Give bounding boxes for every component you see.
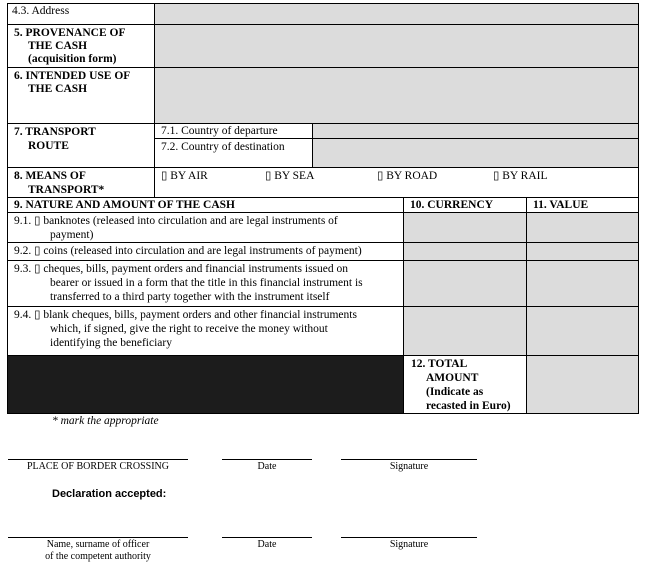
by-road-checkbox[interactable]: ▯ BY ROAD [377,170,438,182]
transport-route-label-line2: ROUTE [28,140,69,152]
footnote: * mark the appropriate [52,415,159,427]
total-label-line1: 12. TOTAL [411,358,468,370]
item-9-2-line1: 9.2. ▯ coins (released into circulation and are legal instruments of payment) [14,245,362,257]
intended-use-label-line1: 6. INTENDED USE OF [14,70,131,82]
officer-caption-line1: Name, surname of officer [46,539,150,550]
address-label-cell [7,3,155,25]
by-air-label: BY AIR [170,170,208,182]
officer-caption-line2: of the competent authority [45,551,151,562]
total-amount-label-cell [403,355,527,414]
nature-header-cell [7,197,404,213]
border-crossing-caption: PLACE OF BORDER CROSSING [27,461,169,472]
transport-route-label-cell [7,123,155,168]
item-9-3-line2: bearer or issued in a form that the title in this financial instrument is [50,277,363,289]
by-air-checkbox[interactable]: ▯ BY AIR [161,170,208,182]
by-sea-checkbox[interactable]: ▯ BY SEA [265,170,315,182]
nature-header: 9. NATURE AND AMOUNT OF THE CASH [14,199,235,211]
address-field[interactable] [154,3,639,25]
by-road-label: BY ROAD [386,170,438,182]
item-9-3-cell[interactable] [7,260,404,307]
item-9-3-line1: 9.3. ▯ cheques, bills, payment orders and financial instruments issued on [14,263,349,275]
total-label-line4: recasted in Euro) [426,400,511,412]
item-9-2-cell[interactable] [7,242,404,261]
date-line-2 [222,537,312,538]
item-9-1-currency-field[interactable] [403,212,527,243]
signature-line-1 [341,459,477,460]
date-line-1 [222,459,312,460]
address-label: 4.3. Address [12,5,70,17]
item-9-3-value-field[interactable] [526,260,639,307]
currency-header-cell [403,197,527,213]
item-9-4-cell[interactable] [7,306,404,356]
total-amount-field[interactable] [526,355,639,414]
destination-label: 7.2. Country of destination [161,141,285,153]
value-header-cell [526,197,639,213]
provenance-label-line1: 5. PROVENANCE OF [14,27,126,39]
item-9-1-line2: payment) [50,229,94,241]
declaration-accepted-heading: Declaration accepted: [52,488,167,500]
by-rail-label: BY RAIL [502,170,548,182]
destination-field[interactable] [312,138,639,168]
intended-use-field[interactable] [154,67,639,124]
means-of-transport-label-cell [7,167,155,198]
item-9-3-currency-field[interactable] [403,260,527,307]
means-label-line1: 8. MEANS OF [14,170,86,182]
provenance-label-line3: (acquisition form) [28,53,117,65]
provenance-label-cell [7,24,155,68]
item-9-2-value-field[interactable] [526,242,639,261]
currency-header: 10. CURRENCY [410,199,494,211]
blacked-out-block [7,355,404,414]
departure-field[interactable] [312,123,639,139]
total-label-line2: AMOUNT [426,372,479,384]
means-label-line2: TRANSPORT* [28,184,105,196]
item-9-4-line3: identifying the beneficiary [50,337,172,349]
date-caption-2: Date [257,539,277,550]
item-9-4-line2: which, if signed, give the right to receive the money without [50,323,328,335]
date-caption-1: Date [257,461,277,472]
item-9-4-line1: 9.4. ▯ blank cheques, bills, payment orders and other financial instruments [14,309,357,321]
destination-label-cell [154,138,313,168]
officer-name-line [8,537,188,538]
item-9-3-line3: transferred to a third party together with the instrument itself [50,291,330,303]
departure-label: 7.1. Country of departure [161,125,278,137]
total-label-line3: (Indicate as [426,386,484,398]
intended-use-label-cell [7,67,155,124]
value-header: 11. VALUE [533,199,589,211]
provenance-label-line2: THE CASH [28,40,88,52]
provenance-field[interactable] [154,24,639,68]
signature-caption-1: Signature [389,461,429,472]
item-9-1-line1: 9.1. ▯ banknotes (released into circulation and are legal instruments of [14,215,338,227]
by-sea-label: BY SEA [274,170,315,182]
by-rail-checkbox[interactable]: ▯ BY RAIL [493,170,548,182]
intended-use-label-line2: THE CASH [28,83,88,95]
border-crossing-line [8,459,188,460]
signature-caption-2: Signature [389,539,429,550]
item-9-1-value-field[interactable] [526,212,639,243]
transport-route-label-line1: 7. TRANSPORT [14,126,96,138]
means-of-transport-options [154,167,639,198]
departure-label-cell [154,123,313,139]
item-9-4-value-field[interactable] [526,306,639,356]
item-9-2-currency-field[interactable] [403,242,527,261]
signature-line-2 [341,537,477,538]
item-9-1-cell[interactable] [7,212,404,243]
item-9-4-currency-field[interactable] [403,306,527,356]
